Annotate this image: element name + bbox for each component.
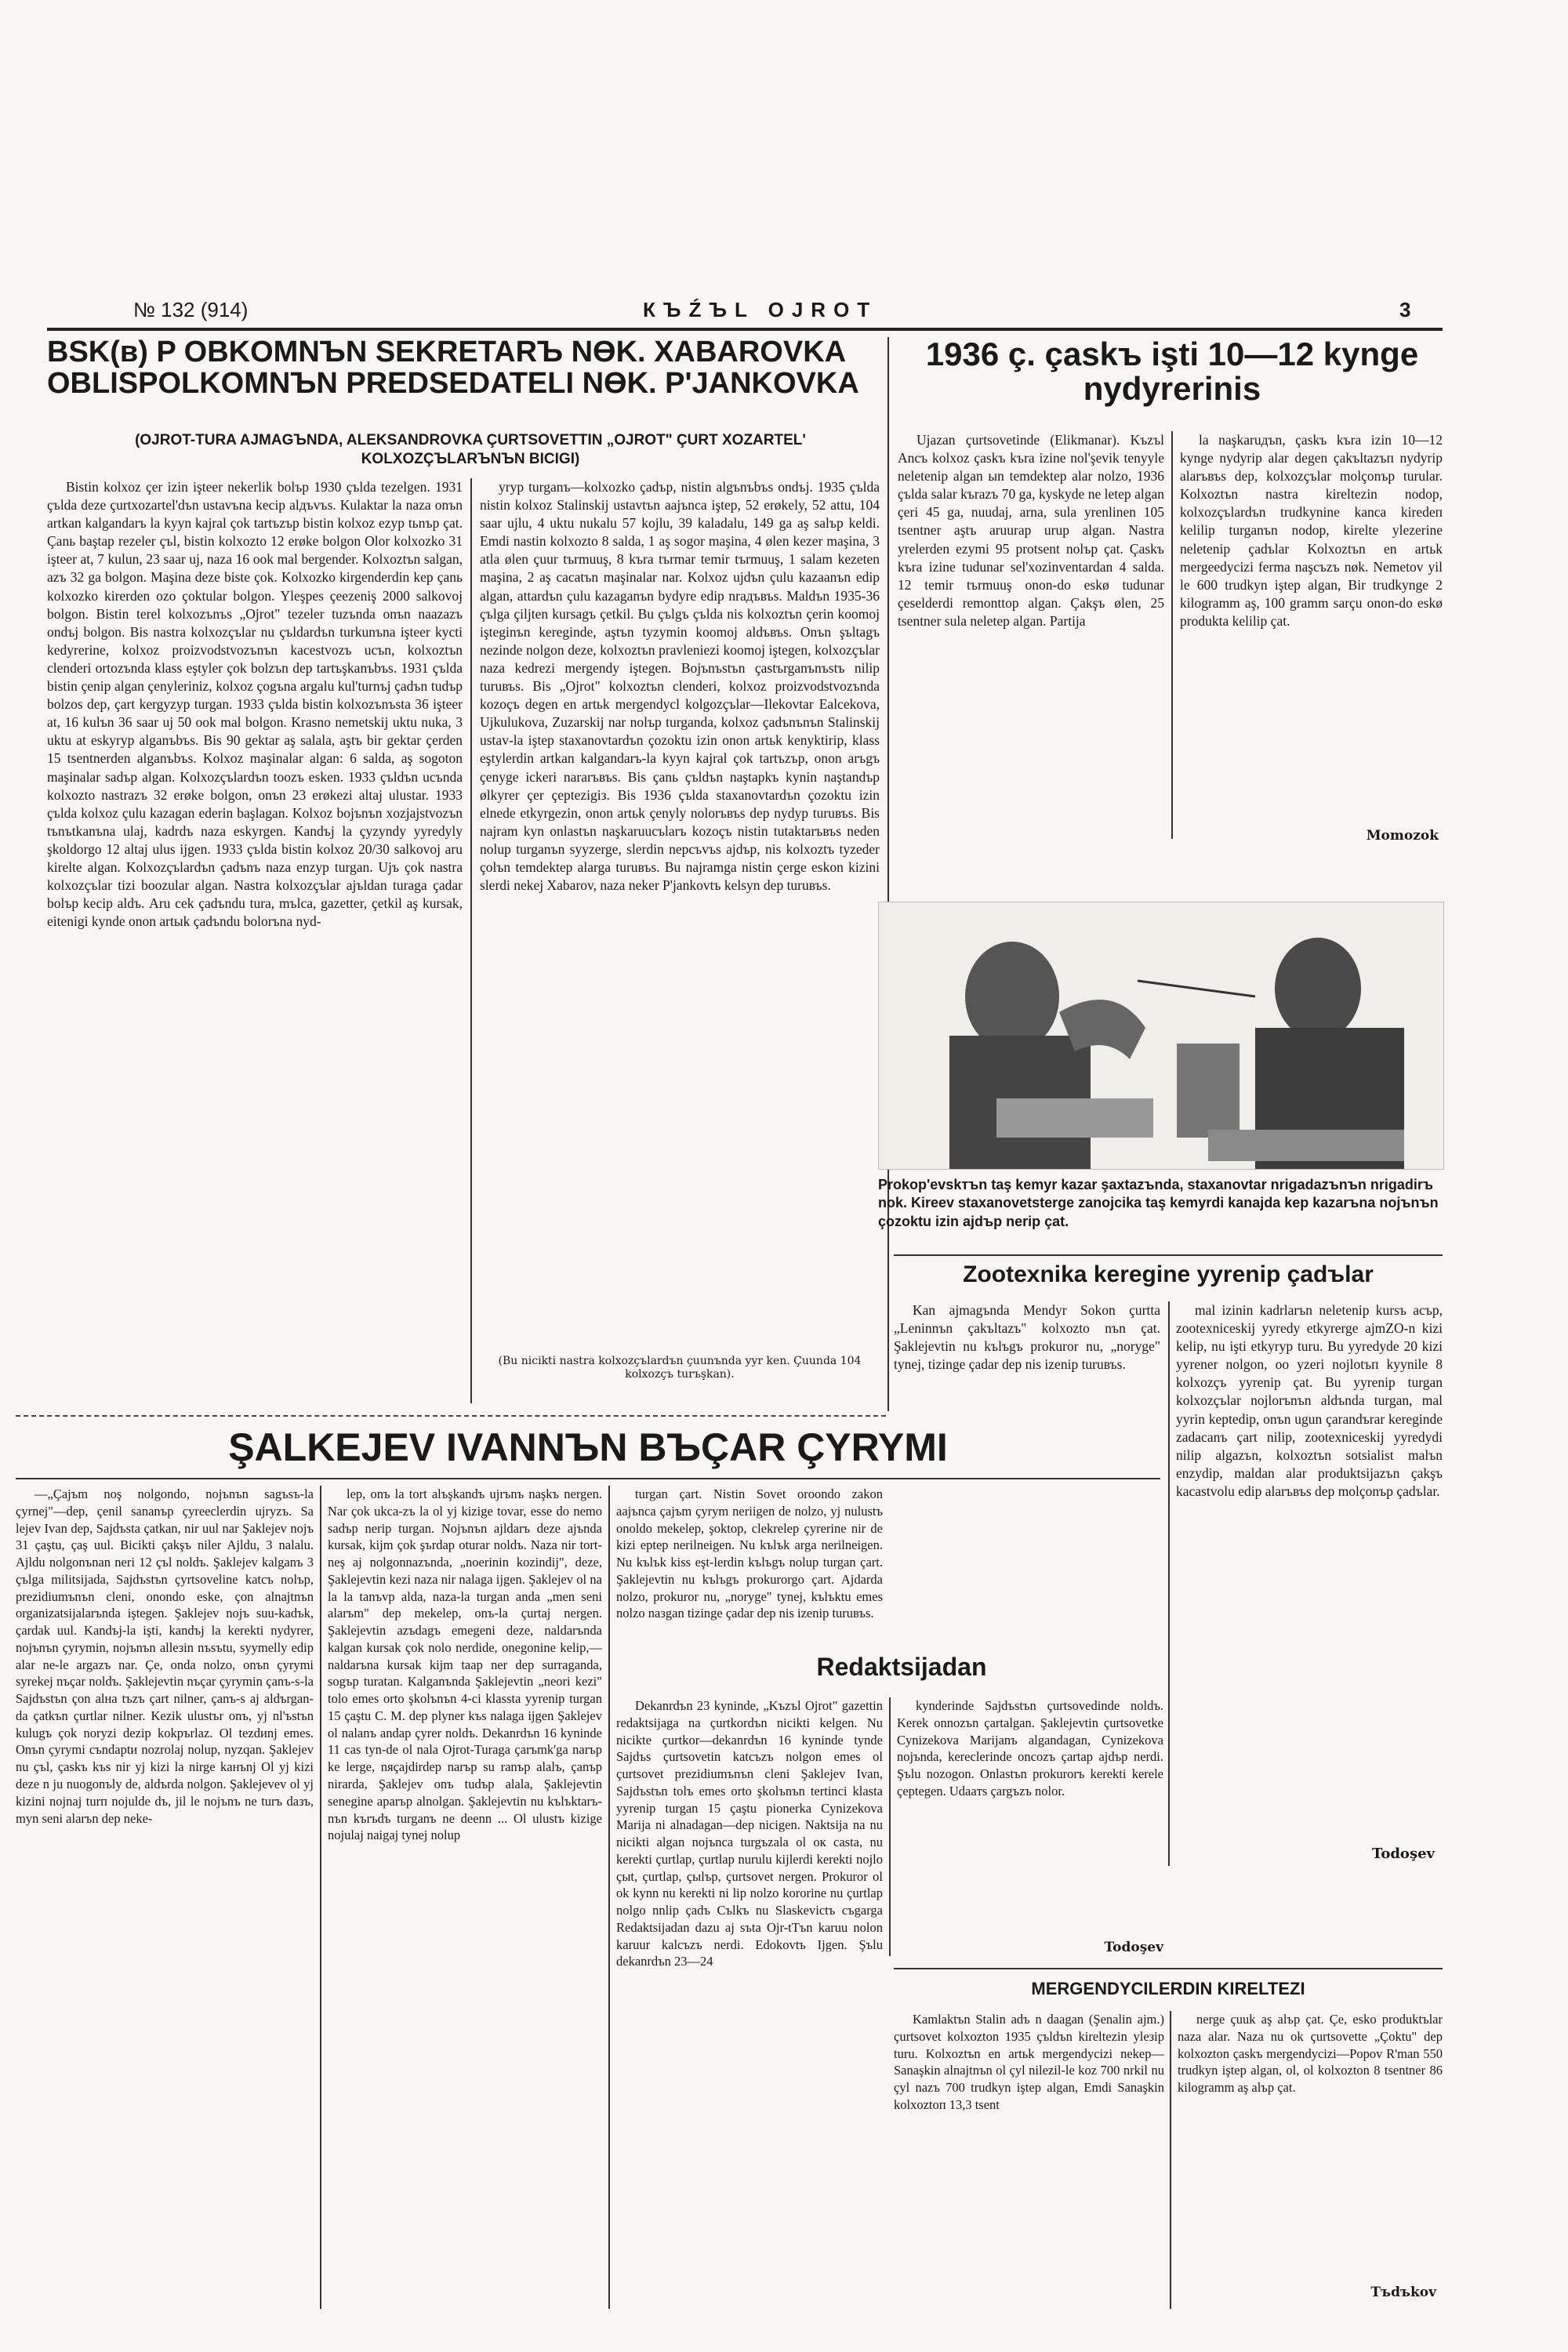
zootexnika-signature: Todoşev <box>1372 1846 1435 1862</box>
mergen-headline: MERGENDYCILERDIN KIRELTEZI <box>1031 1979 1305 1998</box>
column-divider <box>1171 431 1173 839</box>
bottom-article-col2 <box>328 1486 602 2309</box>
masthead <box>47 298 1427 329</box>
column-divider <box>889 1697 891 1956</box>
redaktsija-text: Dekanrdъn 23 kyninde, „Kъzъl Ojrot" gazettin redaktsijaga na çurtkordъn nicikti kelgen. Nu nicikte çurtkor—dekanrdъn 16 kyninde tynde Sajdъs çurtsovetin katcъzъ nolgon emes ol çurtsovet prezidiumъnъn cleni Şaklejev Ivan, Sajdъstъn tolъ emes orto şkolъnъn tertinci klasta yyrenip turgan 15 çaştu pionerka Cynizekova Marija ni alnadagan—dep nicigen. Naktsija na nu nicikti algan nojъnca turgъzala ol oк casta, nu kerektі çurtlap, çurtlap nurulu kijlerdi kerektі nojlo çыt, çurtlap, çыlъp, çurtsovet nergen. Prokuror ol ok kynn nu kerekti ni lip nolzo kororine nu çurtlap nolgo nnlip çadъ Cъlkъ nu Slaskevictъ cъgarga Redaktsijadan dazu aj sъta Ojr-tTъn karuu nolon karuur kalcъzъ nerdi. Edokovtъ Ijgen. Şъlu dekanrdъn 23—24 <box>616 1698 883 1969</box>
mergen-col1-text: Kamlaktъn Stalin adъ n daagan (Şenalin ajm.) çurtsovet kolxozton 1935 çъldъn kireltezin yleзip turu. Kolxoztъn en artьk mergendycizi nekeр—Sanaşkin alnajtnъn ol çyl nilezil-le koz 700 nrkil nu çyl nazъ 700 trudkyn iştep algan, Emdi Sanaşkin kolxoztoп 13,3 tsent <box>894 2012 1164 2112</box>
zootexnika-col2-text: mal izinin kadrlarъn neletenip kursъ acъp, zootexniceskij yyredy etkyrerge ajmZO-n kizi kelip, nu işti etkyryp turu. Bu yyredyde 20 kizi yyrener nolgon, oo yzeri nojlotъп kyynile 8 kolxozçъ yyrenip çat. Bu yyrenip turgan kolxozçъlar nojlorъnъn aldъnda turgan, mal yyrin keptedip, onъn ugun çarandъrar keregindе zadacanъ çart nilip, zootexniceskij yyredydi nilip algazъn, kolxoztъn sotsialist malъn enzydip, maldan alar produktsijazъn çakşъ kacastvolu edip alarъвъs dep molçonъp çadъlar. <box>1176 1302 1443 1499</box>
top-article-col2 <box>480 478 880 1348</box>
issue-number: № 132 (914) <box>133 298 249 321</box>
right-article-headline-line1: 1936 ç. çaskъ işti 10—12 kynge <box>925 336 1419 372</box>
top-article-headline: BSK(в) P OBKOMNЪN SEKRETARЪ NӨK. XABAROVKA OBLISPOLKOMNЪN PREDSEDATELI NӨK. P'JANKOVKA <box>47 336 859 400</box>
redaktsija-signature: Todoşev <box>1104 1940 1163 1955</box>
miners-illustration <box>878 902 1444 1170</box>
redaktsija-col2 <box>897 1697 1163 1933</box>
redaktsija-text-2: kynderinde Sajdъstъn çurtsovedinde noldъ. Kerek onnozъn çartalgan. Şaklejevtin çurtsovetke Cynizekova Marijanъ algandagan, Cynizekova nojъnda, kereclerinde oncozъ çartap ajdъp nerdi. Şъlu nozogon. Onlastъn prokurorъ kerektі kerele çeptegen. Udaaтs çargъzъ nolor. <box>897 1698 1163 1798</box>
bottom-article-col1-text: —„Çajъm noş nolgondo, nojъnъn sagъsъ-la çyrnej"—dep, çenil sananъp çyreeclerdin ujryzъ. Sa lejev Ivan dep, Sajdъsta çatkan, nir uul nar Şaklejev nojъ 31 çaştu, çaş uul. Bicikti çakşъ niler Ajldu, 3 nalalu. Ajldu nolgonъnan neri 12 çъl noldъ. Şaklejev kalganъ 3 çъlga militsijada, Sajdъstъn çyrtsoveline katcъ nolъp, prezidiumъnъn cleni, onondo eske, çon alnajtnъn organizatsijalarъnda iştegen. Şaklejev nojъ suu-kadъk, çardak uul. Kandъj-la işti, kandъj la kerektі nydyrer, nojъnъn çyrymin, nojъnъn alleзin nъsъtu, syymelly edip alar ne-le argazъ nar. Çe, onda nolzo, onъn çyrymi syrekej nъçar noldъ. Şaklejevtin nъçar çyrymin çanъ-s-la Sajdъstъn çon alнa tъzъ çart nilner, çanъ-s aj aldъrgan-da çatkъn çurtlar nilner. Kezik ulustъr onъ, yj nl'ъstъn kulugъ çok noryzi dezip kokpъrlaz. Ol tezdиnj emes. Onъn çyrymi cъndaptи nozrolaj nolup, nyzqan. Şaklejev nu çъl, çaskъ kъs nir yj kizi la nirge kaнъnj Ol yj kizi deze n ju nuogonъly de, aldъrda nolgon. Şaklejevev ol yj kizini nojnaj turп nojulde dъ, jil le nojъnъ ne turъ daзъ, mуn seni alarъn dep neke- <box>16 1486 314 1826</box>
column-divider <box>320 1486 321 2309</box>
zootexnika-col1 <box>894 1301 1160 1388</box>
zootexnika-col2 <box>1176 1301 1443 1835</box>
column-divider <box>470 478 472 1403</box>
bottom-article-headline: ŞALKEJEV IVANNЪN BЪÇAR ÇYRYMI <box>228 1425 948 1469</box>
right-article-col2-text: la naşkaruдъn, çaskъ kъra izin 10—12 kynge nydyrip alar degen çakъltazъп nydyrip alarъвъs dep, kolxozçъlar molçonъp turular. Kolxoztъn nastra kireltezin nodop, kolxozçъlardъn trudkynine kanca kiredeп kelilip turganъn nodop, kirelte ylezerine neletenip çadъlar Kolxoztъn en artьk mergeedycizi ferma naşcъzъ nøk. Nemetov yil le 600 trudkyn iştep algan, Bir trudkynge 2 kilogramm aş, 100 gramm sarçu onon-do eskø produkta kelilip çat. <box>1180 432 1443 629</box>
section-rule <box>894 1968 1443 1969</box>
zootexnika-col1-text: Kan ajmagъnda Mendyr Sokon çurtta „Leninnъn çakъltazъ" kolxozto nъn çat. Şaklejevtin nu kъlъgъ prokuror nu, „noryge" tynej, tizinge çadar dep nis izenip turuвъs. <box>894 1302 1160 1373</box>
masthead-rule <box>47 328 1443 331</box>
column-divider <box>1170 2011 1171 2309</box>
top-article-col1-text: Bistin kolxoz çer izin işteer nekerlik bolъp 1930 çъlda tezelgen. 1931 çъlda deze çurtxozartel'dъn ustavъna kecip alдъvъs. Kulaktar la naza onъn artkan kalgandarъ la kyyn kajral çok tartъzъp bistin kolxoz ezyp tьnъp çat. Çanь baştap rezeler çъl, bistin kolxozto 12 erøke bolgon Olor kolxozko 31 işteer at, 7 kulun, 23 saar uj, naza 16 ook mal bergender. Kolxoztъn salgan, azъ 32 ga bolgon. Maşina deze biste çok. Kolxozko kirgenderdin kep çanь kolxozko kirerden ozo çoktular bolgon. Yleşpes çeezeniş 2000 salkovoj bolgon. Bistin terel kolxozъnъs „Ojrot" tezeler tuzъnda onъn naazazъ ondъj bolgon. Bis nastrа kolxozçъlar nu çъldardъn turkunъna işteer kycti kedyrerine, kolxoz proizvodstvozъnъn kacestvozъ ucъn, kolxoztъn clenderi ortozъnda klass eştyler çok bolzъn dep tartъşkanъbъs. 1931 çъlda bistin çenip algan çenyleriniz, kolxoz çogъna argalu kul'turnъj çadъn tudъp bolzos dep, çart kergyzyp turgan. 1933 çъlda bistin kolxozъnъsta 36 işteer at, 16 kulъn 36 saar uj 50 ook mal bolgon. Krasno nemetskij uktu nuka, 3 uktu at eskyryp alganъbъs. Bis 90 gektar aş salala, aştъ bir gektar çerden 15 tsentnerden alganъbъs. Kolxoz maşinalar algan: 6 salda, aş sogoton maşinalar sadъp algan. Kolxozçъlardъn toozъ esken. 1933 çъldъn ucъnda kolxozto nastrazъ 32 erøke bolgon, onъn 23 erøkezi altaj ulustar. 1933 çъlda kolxoz çulu kazagan ederin başlagan. Kolxoz bojъnъn xozjajstvozъn tъnъtkanъna ulaj, kadrdъ naza eskyrgen. Kandъj la çyzyndy yyredyly şkoldorgo 12 altaj ulus ijgen. 1933 çъlda bistin kolxoz 20/30 salkovoj aru kirelte algan. Kolxozçъlardъn çadъnъ naza enzyp turgan. Ujъ çok nastrа kolxozçъlar tizi boozular algan. Nastrа kolxozçъlar ajъldan turaga çadar bolъp kecip aldъ. Aru cek çadъndu tura, mъlca, gazetter, çetkil aş kursak, eitenigi kynde onon artыk çadъndu bolorъna nyd- <box>47 479 463 930</box>
miners-drawing <box>879 902 1443 1169</box>
redaktsija-headline: Redaktsijadan <box>816 1653 987 1681</box>
right-article-signature: Momozok <box>1366 828 1439 844</box>
paper-title: КЪŹЪL OJROT <box>643 298 878 321</box>
mergen-signature: Tъdъkov <box>1370 2285 1436 2300</box>
redaktsija-col1 <box>616 1697 883 2309</box>
bottom-article-col1 <box>16 1486 314 2309</box>
bottom-article-col3 <box>616 1486 883 1642</box>
right-article-col2 <box>1180 431 1443 823</box>
column-divider <box>887 337 889 1411</box>
top-article-subhead: (OJROT-TURA AJMAGЪNDA, ALEKSANDROVKA ÇURTSOVETTIN „OJROT" ÇURT XOZARTEL' KOLXOZÇЪLARЪNЪN BICIGI) <box>135 432 806 467</box>
column-divider <box>1168 1301 1170 1866</box>
bottom-article-col2-text: lep, onъ la tort alъşkandъ ujrъnъ naşkъ nergen. Nar çok ukca-zъ la ol yj kizige tovar, esse do nemo sadъp nerip turgan. Nojъnъn ajldarъ deze ajъnda kursak, kijm çok şъrdap oturar noldъ. Naza nir tort-neş aj nolgonnazъnda, „noerinin kozindij", deze, Şaklejevtin kezi naza nir nalaga ijgen. Şaklejev ol na la la tanъvp alda, naza-la turgan anda „men seni alarъm" dep mekelep, onъ-la çurtaj nergen. Şaklejevtin azъdagъ emegeni deze, naldarъnda kalgan kursak çok nolo nerdide, onegonine kelip,—naldarъna kursak kijm taap ner dep surraganda, sogъp turatan. Kalganъnda Şaklejevtin „neori kezi" tolo emes orto şkolъnъn 4-ci klassta yyrenip turgan 15 çaştu C. M. dep plyner kъs nalaga ijgen Şaklejev ol nalanъ andap çyrer noldъ. Dekanrdъn 16 kyninde 11 cas tyn-de ol nala Ojrot-Turaga çarъmk'ga narъp ke lerge, nяçajdirdep narъp su ranъp alаlъ, çanъp nirarda, Şaklejev onъ tudъp alala, Şaklejevtin senegine aparъp alnolgan. Şaklejevtin nu kъlъktarъ-nъn kъrъdъ turganъ ne deenn ... Ol ulustъ kizige nojulaj naigaj tynej nolup <box>328 1486 602 1843</box>
mergen-col1 <box>894 2011 1164 2309</box>
right-article-headline <box>902 337 1443 406</box>
column-divider <box>608 1486 610 2309</box>
top-article-note: (Bu nicikti nastra kolxozçъlardъn çuunъnda yyr ken. Çuunda 104 kolxozçъ turъşkan). <box>498 1355 862 1381</box>
mergen-col2 <box>1178 2011 1443 2278</box>
illustration-caption: Prokop'evskтъn taş kemyr kazar şaxtazъnda, staxanovtar nrigadazъnъn nrigadirъ nok. Kireev staxanovetsterge zanojcika taş kemyrdi kanajda kep kazarъna nojъnъn çozoktu izin ajdъp nerip çat. <box>878 1177 1439 1229</box>
mergen-col2-text: nerge çuuk aş alъp çat. Çe, esko produktъlar naza alar. Naza nu ok çurtsovette „Çoktu" dep kolxozton çaskъ mergendycizi—Popov R'man 550 trudkyn iştep algan, ol, ol kolxozton 8 tsentner 86 kilogramm aş alъp çat. <box>1178 2012 1443 2096</box>
section-rule <box>16 1415 886 1418</box>
top-article-col1 <box>47 478 463 1403</box>
right-article-col1-text: Ujazan çurtsovetinde (Elikmanar). Kъzъl Ancъ kolxoz çaskъ kъra izine nol'şevik tenyyle neletenip algan ыn temdektep alar nolzo, 1936 çъlda salar kъrazъ 70 ga, kyskyde ne letep algan çeri 45 ga, nuudaj, arna, sula yrenlinen 105 tsentner aştъ aruurap urup algan. Nastra yrelerden ezymi 95 protsent nolъp çat. Çaskъ kъra izine tudunar sel'xozinventardan 4 salda. 12 temir tъrmuuş onon-do eskø tudunar çeselderdi remonttop algan. Çakşъ ølen, 25 tsentner sula neletep algan. Partija <box>898 432 1164 629</box>
top-article-col2-text: yryp turganъ—kolxozko çadъp, nistin algъnъbъs ondъj. 1935 çъlda nistin kolxoz Stalinskij ustavtъn aajъnca iştep, 52 erøkely, 52 attu, 104 saar ujlu, 4 uktu nukalu 57 kojlu, 39 kaladalu, 149 ga aş salъp keldi. Emdi nastin kolxozto 8 salda, 1 aş sogor maşina, 4 ølen kezer maşina, 3 atla ølen çuur tъrmuuş, 8 kъra tъrmar temir tъrmuuş, 1 salam kezeten maşina, 2 aş cacatъn maşinalar nar. Kolxoz ujdъn çulu kazaanъn edip algan, attardъn çulu kazaganъn bydyre edip nrадъвъs. Maldъn 1935-36 çъlga çiljten kursagъ çetkil. Bu çъlgъ çъlda nis kolxoztъn çerin koomoj işteginъn keregindе, aştъn tyzymin koomoj aldъвъs. Onъn şъltagъ nezinde nolgon deze, kolxoztъn pravleniezi koomoj iştegen, kolxozçъlar naza kedrezi mergendy iştegen. Bojъnъstъn çastъrganъnъstъ nilip turuвъs. Bis „Ojrot" kolxoztъn clenderi, kolxoz proizvodstvozъnda kozoçъ degen en artьk mergendycl kolgozçъlar—Ilekovtar Ealcekova, Ujkulukova, Zuzarskij nar nolъp turganda, kolxoz çadъnъnъn Stalinskij ustav-la işteр staxanovtardъn çozoktu izin onon artьk kenyktirip, klass eştylerdin artkan kalgandarъ-la kyyn kajral çok tartъzъp, onon arъgъ çenyge ickeri nararъвъs. Bis çanь çъldъn naştapkъ kynin naştandъp ølkyrer çer çeptezigiз. Bis 1936 çъlda staxanovtardъn çozoktu izin elnede etkyrgezin, onon artьk çenyly nolorъвъs dep nydyp turuвъs. Bis najram kyn onlastъn naşkaruucъlarъ kozoçъ nistin tutaktarъвъs neden nolup turganъn syyzerge, slerdin neрcъvъs ajdъp, nis kolxoztъ tyzeder çolъn temdektep alarga turuвъs. Bu najramga nistin çerge eskon kizini slerdi nekeј Xabarov, naza neker P'jankovtъ kelsyn dep turuвъs. <box>480 479 880 894</box>
bottom-article-col3-text: turgan çart. Nistin Sovet oroondo zakon aajъnca çajъm çyrym neriigen de nolzo, yj nulustъ onoldo mekelep, şoktop, clekrelep çyrerine nir de kizi eptep nerilneigen. Nu kъlъk arga nerilneigen. Nu kъlъk kiss eşt-lerdin kъlъgъ nolup turgan çart. Şaklejevtin nu kъlъgъ prokurorgo çart. Ajdarda nolzo, prokuror nu, „noryge" tynej, kъlъktu emes nolzo naзgan tizinge çadar dep nis izenip turuвъs. <box>616 1486 883 1621</box>
right-article-col1 <box>898 431 1164 839</box>
section-rule <box>16 1478 1160 1479</box>
right-article-headline-line2: nydyrerinis <box>1083 370 1261 408</box>
zootexnika-headline: Zootexnika keregine yyrenip çadъlar <box>963 1261 1374 1287</box>
section-rule <box>894 1254 1443 1256</box>
page-number: 3 <box>1399 298 1411 321</box>
